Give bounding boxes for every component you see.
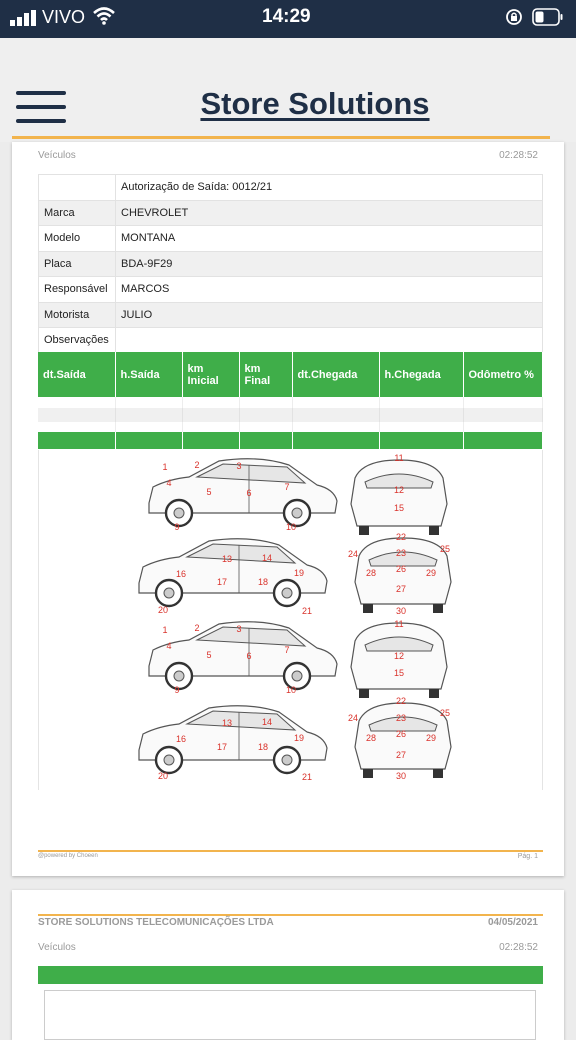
damage-zone-number: 4 — [166, 641, 172, 651]
damage-zone-number: 27 — [395, 750, 407, 760]
authorization-number: Autorização de Saída: 0012/21 — [116, 175, 543, 201]
damage-zone-number: 26 — [395, 729, 407, 739]
damage-zone-number: 9 — [174, 685, 180, 695]
damage-zone-number: 6 — [246, 488, 252, 498]
damage-zone-number: 10 — [285, 522, 297, 532]
field-value: JULIO — [116, 302, 543, 328]
footer-divider — [38, 850, 543, 852]
damage-zone-number: 4 — [166, 478, 172, 488]
field-label: Motorista — [39, 302, 116, 328]
damage-zone-number: 2 — [194, 623, 200, 633]
report-time: 02:28:52 — [499, 150, 538, 161]
damage-zone-number: 21 — [301, 772, 313, 782]
damage-zone-number: 28 — [365, 733, 377, 743]
tire — [433, 769, 443, 778]
car-diagram-svg — [39, 450, 544, 790]
damage-zone-number: 19 — [293, 733, 305, 743]
hubcap — [164, 755, 174, 765]
page2-header-rule — [38, 914, 543, 916]
column-header: km Final — [239, 352, 292, 397]
column-header: h.Saída — [115, 352, 182, 397]
clock: 14:29 — [262, 6, 311, 27]
damage-zone-number: 15 — [393, 668, 405, 678]
damage-zone-number: 16 — [175, 734, 187, 744]
field-label: Marca — [39, 200, 116, 226]
trip-log-table — [38, 352, 543, 449]
damage-zone-number: 20 — [157, 605, 169, 615]
damage-zone-number: 6 — [246, 651, 252, 661]
rotation-lock-icon — [505, 8, 523, 26]
damage-zone-number: 17 — [216, 742, 228, 752]
damage-zone-number: 1 — [162, 625, 168, 635]
damage-zone-number: 22 — [395, 532, 407, 542]
app-title: Store Solutions — [200, 86, 430, 121]
field-value: CHEVROLET — [116, 200, 543, 226]
damage-zone-number: 18 — [257, 742, 269, 752]
column-header: Odômetro % — [463, 352, 543, 397]
damage-zone-number: 12 — [393, 485, 405, 495]
signal-icon — [10, 10, 38, 26]
damage-zone-number: 1 — [162, 462, 168, 472]
report-time: 02:28:52 — [499, 942, 538, 953]
app-header — [0, 38, 576, 142]
damage-zone-number: 12 — [393, 651, 405, 661]
damage-zone-number: 25 — [439, 708, 451, 718]
field-label: Modelo — [39, 226, 116, 252]
hubcap — [282, 588, 292, 598]
damage-zone-number: 22 — [395, 696, 407, 706]
field-value: BDA-9F29 — [116, 251, 543, 277]
column-header: km Inicial — [182, 352, 239, 397]
damage-zone-number: 14 — [261, 553, 273, 563]
field-value: MARCOS — [116, 277, 543, 303]
damage-zone-number: 23 — [395, 713, 407, 723]
section-label: Veículos — [38, 942, 76, 953]
report-page-2 — [12, 890, 564, 1040]
report-date: 04/05/2021 — [487, 917, 538, 928]
damage-zone-number: 21 — [301, 606, 313, 616]
tire — [429, 526, 439, 535]
hubcap — [174, 671, 184, 681]
battery-icon — [532, 8, 564, 26]
damage-zone-number: 30 — [395, 771, 407, 781]
vehicle-info-table — [38, 174, 543, 354]
tire — [363, 769, 373, 778]
damage-zone-number: 3 — [236, 624, 242, 634]
damage-zone-number: 30 — [395, 606, 407, 616]
field-value — [116, 328, 543, 354]
damage-zone-number: 11 — [394, 453, 404, 463]
damage-zone-number: 13 — [221, 718, 233, 728]
table-footer-bar — [38, 432, 543, 449]
damage-zone-number: 20 — [157, 771, 169, 781]
damage-zone-number: 23 — [395, 548, 407, 558]
damage-zone-number: 29 — [425, 733, 437, 743]
tire — [359, 526, 369, 535]
observations-box — [44, 990, 536, 1040]
column-header: h.Chegada — [379, 352, 463, 397]
column-header: dt.Chegada — [292, 352, 379, 397]
info-row — [39, 226, 543, 252]
header-divider — [12, 136, 550, 139]
damage-zone-number: 27 — [395, 584, 407, 594]
damage-zone-number: 10 — [285, 685, 297, 695]
damage-zone-number: 9 — [174, 522, 180, 532]
field-value: MONTANA — [116, 226, 543, 252]
report-page-1 — [12, 142, 564, 876]
tire — [429, 689, 439, 698]
info-row — [39, 200, 543, 226]
damage-zone-number: 18 — [257, 577, 269, 587]
field-label: Responsável — [39, 277, 116, 303]
damage-zone-number: 7 — [284, 482, 290, 492]
hubcap — [174, 508, 184, 518]
hubcap — [292, 508, 302, 518]
damage-zone-number: 26 — [395, 564, 407, 574]
wifi-icon — [92, 6, 116, 26]
hubcap — [282, 755, 292, 765]
tire — [433, 604, 443, 613]
info-row — [39, 302, 543, 328]
damage-zone-number: 2 — [194, 460, 200, 470]
damage-zone-number: 13 — [221, 554, 233, 564]
damage-zone-number: 15 — [393, 503, 405, 513]
damage-zone-number: 7 — [284, 645, 290, 655]
column-header: dt.Saída — [38, 352, 115, 397]
damage-zone-number: 11 — [394, 619, 404, 629]
table-header-bar — [38, 966, 543, 984]
carrier-name: VIVO — [42, 7, 86, 27]
hubcap — [292, 671, 302, 681]
damage-zone-number: 25 — [439, 544, 451, 554]
field-label: Placa — [39, 251, 116, 277]
damage-zone-number: 19 — [293, 568, 305, 578]
damage-zone-number: 24 — [347, 549, 359, 559]
damage-zone-number: 5 — [206, 487, 212, 497]
vehicle-damage-diagram — [38, 450, 543, 790]
damage-zone-number: 28 — [365, 568, 377, 578]
hubcap — [164, 588, 174, 598]
section-label: Veículos — [38, 150, 76, 161]
damage-zone-number: 3 — [236, 461, 242, 471]
damage-zone-number: 17 — [216, 577, 228, 587]
page-number: Pág. 1 — [517, 853, 538, 860]
damage-zone-number: 14 — [261, 717, 273, 727]
field-label: Observações — [39, 328, 116, 354]
info-row — [39, 328, 543, 354]
damage-zone-number: 5 — [206, 650, 212, 660]
powered-by: @powered by Choeen — [38, 853, 98, 859]
damage-zone-number: 29 — [425, 568, 437, 578]
status-bar — [0, 0, 576, 38]
damage-zone-number: 24 — [347, 713, 359, 723]
company-name: STORE SOLUTIONS TELECOMUNICAÇÕES LTDA — [38, 917, 274, 928]
tire — [363, 604, 373, 613]
tire — [359, 689, 369, 698]
info-row — [39, 251, 543, 277]
damage-zone-number: 16 — [175, 569, 187, 579]
info-row — [39, 277, 543, 303]
